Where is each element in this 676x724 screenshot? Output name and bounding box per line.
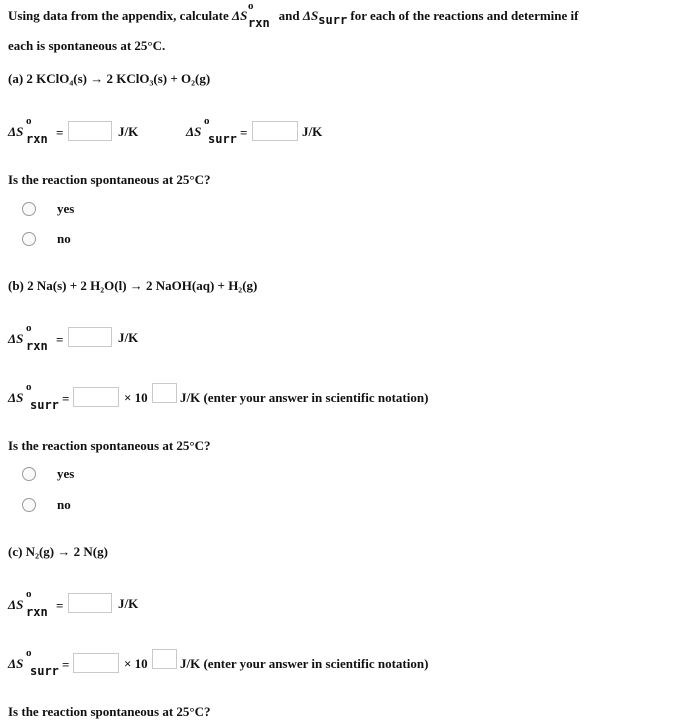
c-spontaneous-question: Is the reaction spontaneous at 25°C? — [8, 704, 211, 719]
equals-sign: = — [62, 657, 70, 672]
equals-sign: = — [62, 391, 70, 406]
unit-label: J/K — [302, 124, 323, 139]
delta-s-rxn-label: ΔS o rxn — [8, 588, 48, 619]
equals-sign: = — [56, 598, 64, 613]
b-delta-s-surr-exponent-input[interactable] — [152, 383, 177, 403]
delta-s-surr-label: ΔS o surr — [186, 115, 237, 146]
b-rxn-row — [8, 322, 48, 353]
a-delta-s-rxn-input[interactable] — [68, 121, 112, 141]
intro-text: Using data from the appendix, calculate — [8, 8, 233, 23]
intro-line-1: Using data from the appendix, calculate ΔS o rxn and ΔSsurr for each of the reactions and determine if — [8, 0, 579, 30]
b-spontaneous-question: Is the reaction spontaneous at 25°C? — [8, 438, 211, 453]
delta-s-rxn-label: ΔS o rxn — [8, 322, 48, 353]
a-rxn-row — [8, 115, 48, 146]
b-surr-row — [8, 381, 59, 412]
equals-sign: = — [56, 332, 64, 347]
b-yes-radio[interactable] — [22, 467, 36, 481]
a-no-radio[interactable] — [22, 232, 36, 246]
unit-label: J/K — [118, 124, 139, 139]
reaction-b-equation: (b) 2 Na(s) + 2 H₂O(l) → 2 NaOH(aq) + H₂(g) — [8, 278, 258, 293]
times-ten-label: × 10 — [124, 390, 148, 405]
a-surr-label-wrap — [186, 115, 237, 146]
scientific-notation-unit: J/K (enter your answer in scientific notation) — [180, 656, 429, 671]
equals-sign: = — [56, 125, 64, 140]
delta-s-rxn-label: ΔS o rxn — [8, 115, 48, 146]
scientific-notation-unit: J/K (enter your answer in scientific notation) — [180, 390, 429, 405]
b-yes-label: yes — [57, 466, 75, 481]
intro-line-2: each is spontaneous at 25°C. — [8, 38, 166, 53]
c-delta-s-surr-exponent-input[interactable] — [152, 649, 177, 669]
a-yes-label: yes — [57, 201, 75, 216]
b-no-radio[interactable] — [22, 498, 36, 512]
a-delta-s-surr-input[interactable] — [252, 121, 298, 141]
c-delta-s-surr-coefficient-input[interactable] — [73, 653, 119, 673]
unit-label: J/K — [118, 596, 139, 611]
equals-sign: = — [240, 125, 248, 140]
delta-s-surr-label: ΔS o surr — [8, 381, 59, 412]
reaction-a-equation: (a) 2 KClO₄(s) → 2 KClO₃(s) + O₂(g) — [8, 71, 211, 86]
delta-s-rxn-symbol: ΔS o rxn — [232, 0, 270, 30]
a-yes-radio[interactable] — [22, 202, 36, 216]
a-spontaneous-question: Is the reaction spontaneous at 25°C? — [8, 172, 211, 187]
b-delta-s-rxn-input[interactable] — [68, 327, 112, 347]
c-delta-s-rxn-input[interactable] — [68, 593, 112, 613]
a-no-label: no — [57, 231, 71, 246]
c-rxn-row — [8, 588, 48, 619]
unit-label: J/K — [118, 330, 139, 345]
reaction-c-equation: (c) N₂(g) → 2 N(g) — [8, 544, 108, 559]
b-delta-s-surr-coefficient-input[interactable] — [73, 387, 119, 407]
times-ten-label: × 10 — [124, 656, 148, 671]
delta-s-surr-label: ΔS o surr — [8, 647, 59, 678]
c-surr-row — [8, 647, 59, 678]
b-no-label: no — [57, 497, 71, 512]
